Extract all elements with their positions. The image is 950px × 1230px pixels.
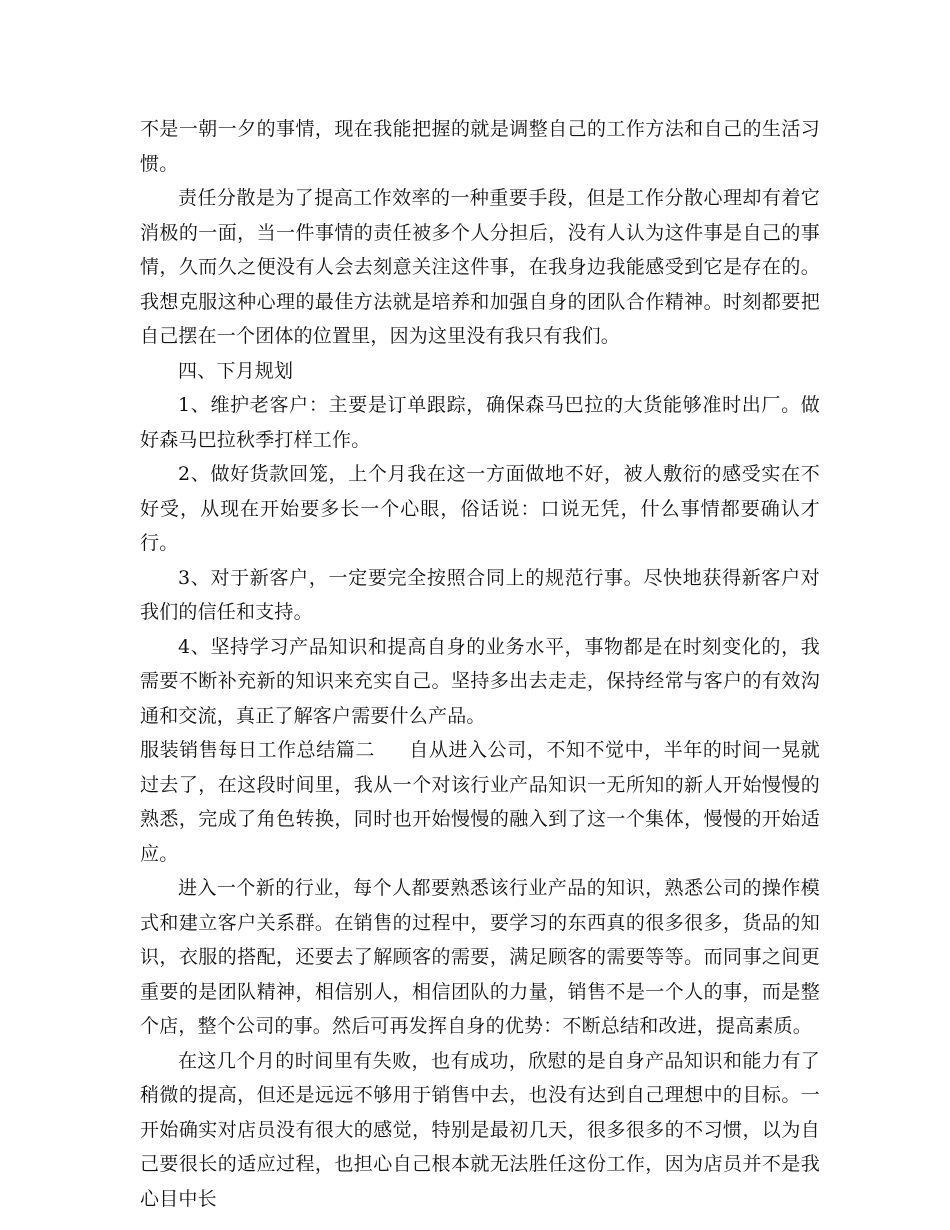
paragraph-new-industry: 进入一个新的行业，每个人都要熟悉该行业产品的知识，熟悉公司的操作模式和建立客户关系群。在销售的过程中，要学习的东西真的很多很多，货品的知识，衣服的搭配，还要去了解顾客的需要，满足顾客的需要等等。而同事之间更重要的是团队精神，相信别人，相信团队的力量，销售不是一个人的事，而是整个店，整个公司的事。然后可再发挥自身的优势：不断总结和改进，提高素质。 — [140, 877, 820, 1037]
article-heading-line — [140, 733, 820, 871]
paragraph-continuation: 不是一朝一夕的事情，现在我能把握的就是调整自己的工作方法和自己的生活习惯。 — [140, 118, 820, 175]
paragraph-responsibility: 责任分散是为了提高工作效率的一种重要手段，但是工作分散心理却有着它消极的一面，当一件事情的责任被多个人分担后，没有人认为这件事是自己的事情，久而久之便没有人会去刻意关注这件事，在我身边我能感受到它是存在的。我想克服这种心理的最佳方法就是培养和加强自身的团队合作精神。时刻都要把自己摆在一个团体的位置里，因为这里没有我只有我们。 — [140, 187, 820, 347]
paragraph-months-reflection: 在这几个月的时间里有失败，也有成功，欣慰的是自身产品知识和能力有了稍微的提高，但还是远远不够用于销售中去，也没有达到自己理想中的目标。一开始确实对店员没有很大的感觉，特别是最初几天，很多很多的不习惯，以为自己要很长的适应过程，也担心自己根本就无法胜任这份工作，因为店员并不是我心目中长 — [140, 1049, 820, 1210]
article-title: 服装销售每日工作总结篇二 — [140, 739, 375, 761]
plan-item-2: 2、做好货款回笼，上个月我在这一方面做地不好，被人敷衍的感受实在不好受，从现在开始要多长一个心眼，俗话说：口说无凭，什么事情都要确认才行。 — [140, 463, 820, 554]
section-heading-next-month-plan: 四、下月规划 — [178, 359, 294, 382]
plan-item-4: 4、坚持学习产品知识和提高自身的业务水平，事物都是在时刻变化的，我需要不断补充新的知识来充实自己。坚持多出去走走，保持经常与客户的有效沟通和交流，真正了解客户需要什么产品。 — [140, 635, 820, 727]
document-body — [140, 112, 820, 1216]
article-lead-text: 自从进入公司，不知不觉中，半年的时间一晃就过去了，在这段时间里，我从一个对该行业产品知识一无所知的新人开始慢慢的熟悉，完成了角色转换，同时也开始慢慢的融入到了这一个集体，慢慢的开始适应。 — [140, 739, 821, 865]
plan-item-1: 1、维护老客户：主要是订单跟踪，确保森马巴拉的大货能够准时出厂。做好森马巴拉秋季打样工作。 — [140, 394, 820, 451]
plan-item-3: 3、对于新客户，一定要完全按照合同上的规范行事。尽快地获得新客户对我们的信任和支持。 — [140, 566, 820, 623]
